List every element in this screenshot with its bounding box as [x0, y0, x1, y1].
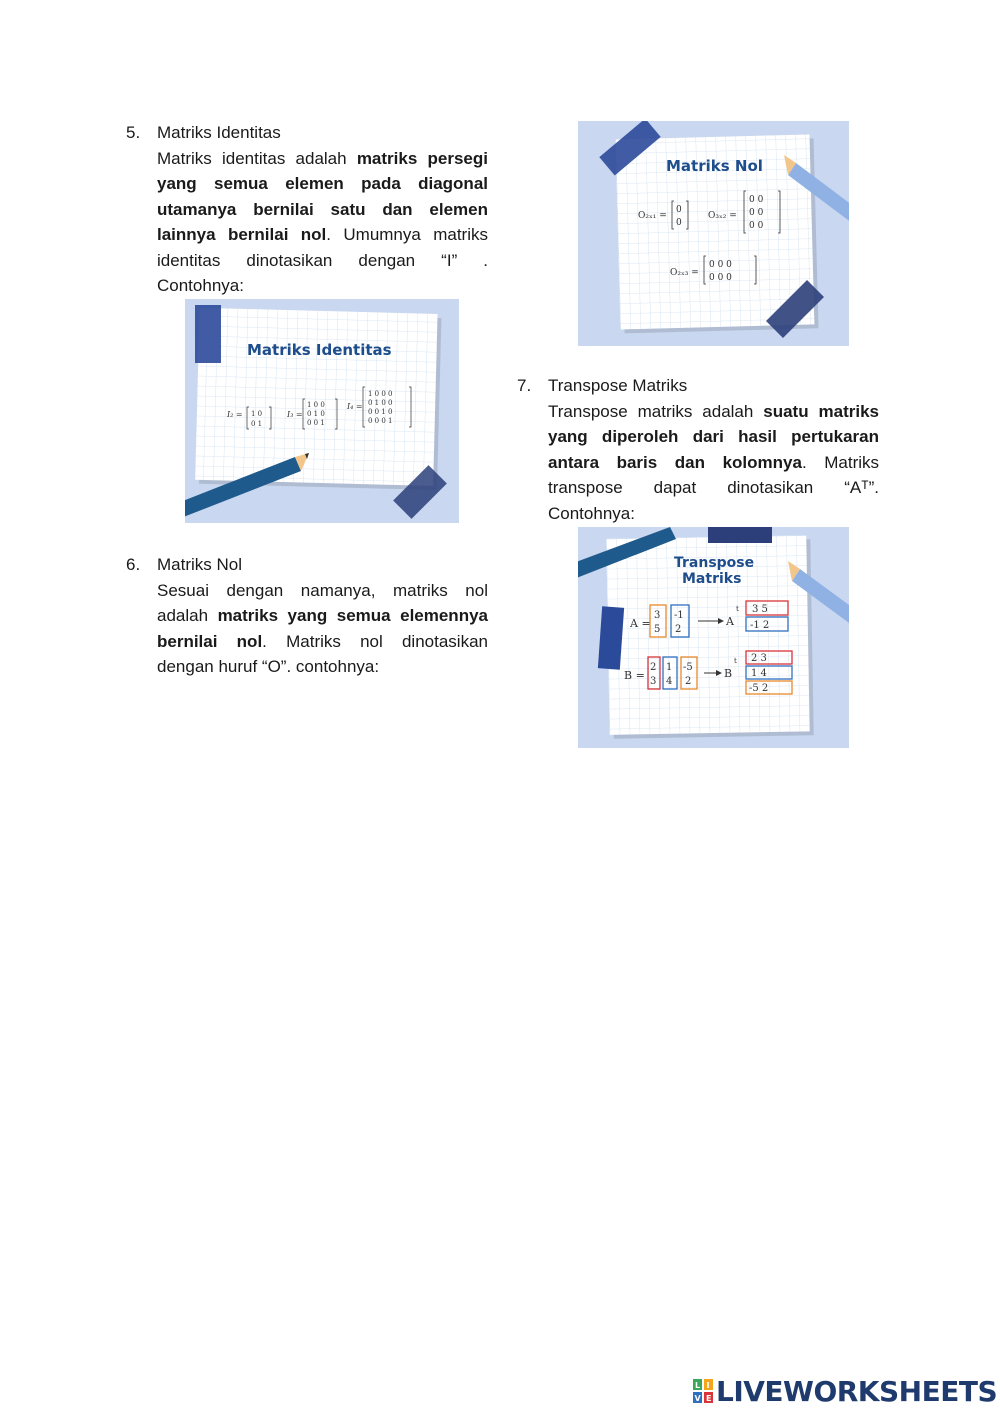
transpose-matriks-image — [578, 527, 849, 748]
svg-text:-1: -1 — [674, 610, 684, 621]
section-number: 5. — [126, 123, 141, 142]
svg-text:Transpose: Transpose — [674, 555, 755, 571]
svg-text:L: L — [695, 1381, 701, 1390]
svg-text:0 0: 0 0 — [749, 221, 764, 231]
section-paragraph: Transpose matriks adalah suatu matriks yang diperoleh dari hasil pertukaran antara baris dan kolomnya. Matriks transpose dapat dinotasikan “Aᵀ”. Contohnya: — [548, 401, 880, 523]
svg-text:0 1 0: 0 1 0 — [307, 410, 325, 418]
svg-text:2: 2 — [675, 624, 682, 635]
svg-text:O₂ₓ₃ =: O₂ₓ₃ = — [670, 268, 699, 278]
svg-text:0: 0 — [676, 205, 682, 215]
svg-text:O₂ₓ₁ =: O₂ₓ₁ = — [638, 211, 667, 221]
svg-text:0 0 0 1: 0 0 0 1 — [368, 417, 393, 425]
svg-text:t: t — [736, 605, 739, 613]
svg-text:3: 3 — [654, 610, 661, 621]
svg-text:3 5: 3 5 — [752, 604, 768, 615]
svg-text:0 0: 0 0 — [749, 208, 764, 218]
section-paragraph: Matriks identitas adalah matriks persegi yang semua elemen pada diagonal utamanya bernilai satu dan elemen lainnya bernilai nol. Umumnya matriks identitas dinotasikan dengan “I” . Contohnya: — [157, 148, 488, 295]
svg-text:0 0 1 0: 0 0 1 0 — [368, 408, 393, 416]
svg-text:0 0 1: 0 0 1 — [307, 419, 325, 427]
svg-text:1 0: 1 0 — [251, 410, 263, 418]
svg-text:0 0 0: 0 0 0 — [709, 273, 732, 283]
svg-text:2: 2 — [685, 676, 692, 687]
tape-decoration — [708, 527, 772, 543]
liveworksheets-logo-icon — [693, 1379, 713, 1403]
svg-text:Matriks: Matriks — [682, 571, 742, 587]
svg-text:1 0 0 0: 1 0 0 0 — [368, 390, 393, 398]
matriks-identitas-image — [185, 299, 459, 523]
svg-text:0: 0 — [676, 218, 682, 228]
svg-text:1 4: 1 4 — [751, 668, 767, 679]
svg-text:B =: B = — [624, 669, 645, 682]
svg-text:B: B — [724, 667, 733, 680]
svg-text:1 0 0: 1 0 0 — [307, 401, 325, 409]
tape-decoration — [195, 305, 221, 363]
svg-text:2 3: 2 3 — [751, 653, 767, 664]
section-transpose-matriks — [517, 373, 880, 526]
svg-text:-5: -5 — [683, 662, 693, 673]
svg-text:A: A — [726, 615, 734, 628]
svg-text:0 1: 0 1 — [251, 420, 263, 428]
svg-text:1: 1 — [666, 662, 673, 673]
logo-text: LIVEWORKSHEETS — [716, 1374, 998, 1408]
svg-text:5: 5 — [654, 624, 661, 635]
section-matriks-nol — [126, 552, 488, 680]
svg-text:I₃ =: I₃ = — [287, 410, 303, 419]
svg-text:0 0: 0 0 — [749, 195, 764, 205]
svg-text:0 0 0: 0 0 0 — [709, 260, 732, 270]
svg-text:A =: A = — [630, 617, 651, 630]
svg-text:I: I — [706, 1381, 710, 1390]
section-title: Matriks Nol — [157, 555, 243, 574]
svg-text:E: E — [706, 1394, 712, 1403]
svg-text:4: 4 — [666, 676, 673, 687]
liveworksheets-logo[interactable] — [693, 1374, 997, 1408]
svg-text:O₃ₓ₂ =: O₃ₓ₂ = — [708, 211, 737, 221]
section-matriks-identitas — [126, 120, 488, 299]
svg-text:3: 3 — [650, 676, 657, 687]
svg-text:0 1 0 0: 0 1 0 0 — [368, 399, 393, 407]
figure-title: Matriks Nol — [666, 157, 763, 175]
section-paragraph: Sesuai dengan namanya, matriks nol adalah matriks yang semua elemennya bernilai nol. Matriks nol dinotasikan dengan huruf “O”. contohnya: — [157, 580, 488, 676]
svg-text:I₄ =: I₄ = — [347, 402, 363, 411]
section-title: Transpose Matriks — [548, 376, 688, 395]
section-title: Matriks Identitas — [157, 123, 281, 142]
section-number: 7. — [517, 376, 532, 395]
svg-text:-5 2: -5 2 — [749, 683, 769, 694]
svg-text:t: t — [734, 657, 737, 665]
svg-text:2: 2 — [650, 662, 657, 673]
svg-text:V: V — [694, 1394, 701, 1403]
figure-title: Matriks Identitas — [247, 341, 392, 359]
section-number: 6. — [126, 555, 141, 574]
matriks-nol-image — [578, 121, 849, 346]
svg-text:-1 2: -1 2 — [750, 620, 770, 631]
svg-text:I₂ =: I₂ = — [227, 410, 243, 419]
